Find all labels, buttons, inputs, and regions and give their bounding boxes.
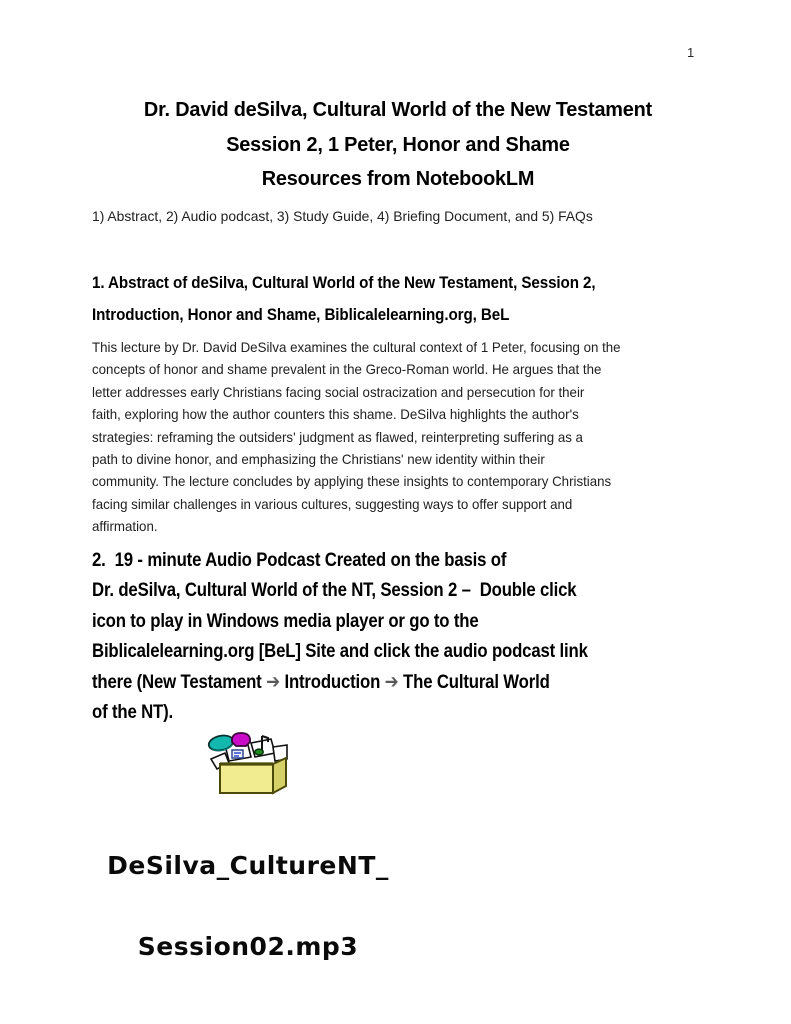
arrow-right-icon: ➔ [266,670,280,693]
abstract-line: affirmation. [92,518,158,535]
section2-heading [92,545,588,727]
section2-heading-text: The Cultural World [398,670,550,693]
file-name-label [92,798,404,1014]
abstract-line: facing similar challenges in various cultures, suggesting ways to offer support and [92,495,573,512]
audio-file-object[interactable] [92,731,404,1014]
abstract-line: This lecture by Dr. David DeSilva examines the cultural context of 1 Peter, focusing on the [92,339,621,355]
media-package-icon[interactable] [205,731,291,795]
abstract-line: community. The lecture concludes by applying these insights to contemporary Christians [92,473,612,490]
abstract-line: faith, exploring how the author counters this shame. DeSilva highlights the author's [92,406,579,423]
abstract-paragraph [92,336,621,538]
page-number: 1 [687,45,695,60]
section1-heading-line: Introduction, Honor and Shame, Biblicalelearning.org, BeL [92,305,510,324]
file-name-line: Session02.mp3 [137,932,359,961]
section2-heading-line: of the NT). [92,701,174,724]
section2-heading-text: there (New Testament [92,670,267,693]
document-title [101,93,695,197]
abstract-line: letter addresses early Christians facing social ostracization and persecution for their [92,383,585,400]
section2-heading-text: Introduction [279,670,385,693]
abstract-line: strategies: reframing the outsiders' judgment as flawed, reinterpreting suffering as a [92,428,583,445]
section2-heading-line: Dr. deSilva, Cultural World of the NT, Session 2 – Double click [92,579,577,602]
abstract-line: path to divine honor, and emphasizing the Christians' new identity within their [92,451,545,468]
section2-heading-line: Biblicalelearning.org [BeL] Site and click the audio podcast link [92,640,588,663]
section1-heading [92,268,596,331]
section2-heading-line: 2. 19 - minute Audio Podcast Created on the basis of [92,549,507,571]
section1-heading-line: 1. Abstract of deSilva, Cultural World of the New Testament, Session 2, [92,274,596,292]
section2-heading-line: icon to play in Windows media player or go to the [92,609,479,632]
title-line: Resources from NotebookLM [261,167,535,190]
resources-list-line: 1) Abstract, 2) Audio podcast, 3) Study Guide, 4) Briefing Document, and 5) FAQs [92,208,593,224]
section2-heading-line [92,667,588,697]
title-line: Session 2, 1 Peter, Honor and Shame [226,132,570,156]
title-line: Dr. David deSilva, Cultural World of the New Testament [143,98,653,121]
abstract-line: concepts of honor and shame prevalent in the Greco-Roman world. He argues that the [92,361,602,378]
arrow-right-icon: ➔ [384,670,399,693]
file-name-line: DeSilva_CultureNT_ [107,851,389,880]
